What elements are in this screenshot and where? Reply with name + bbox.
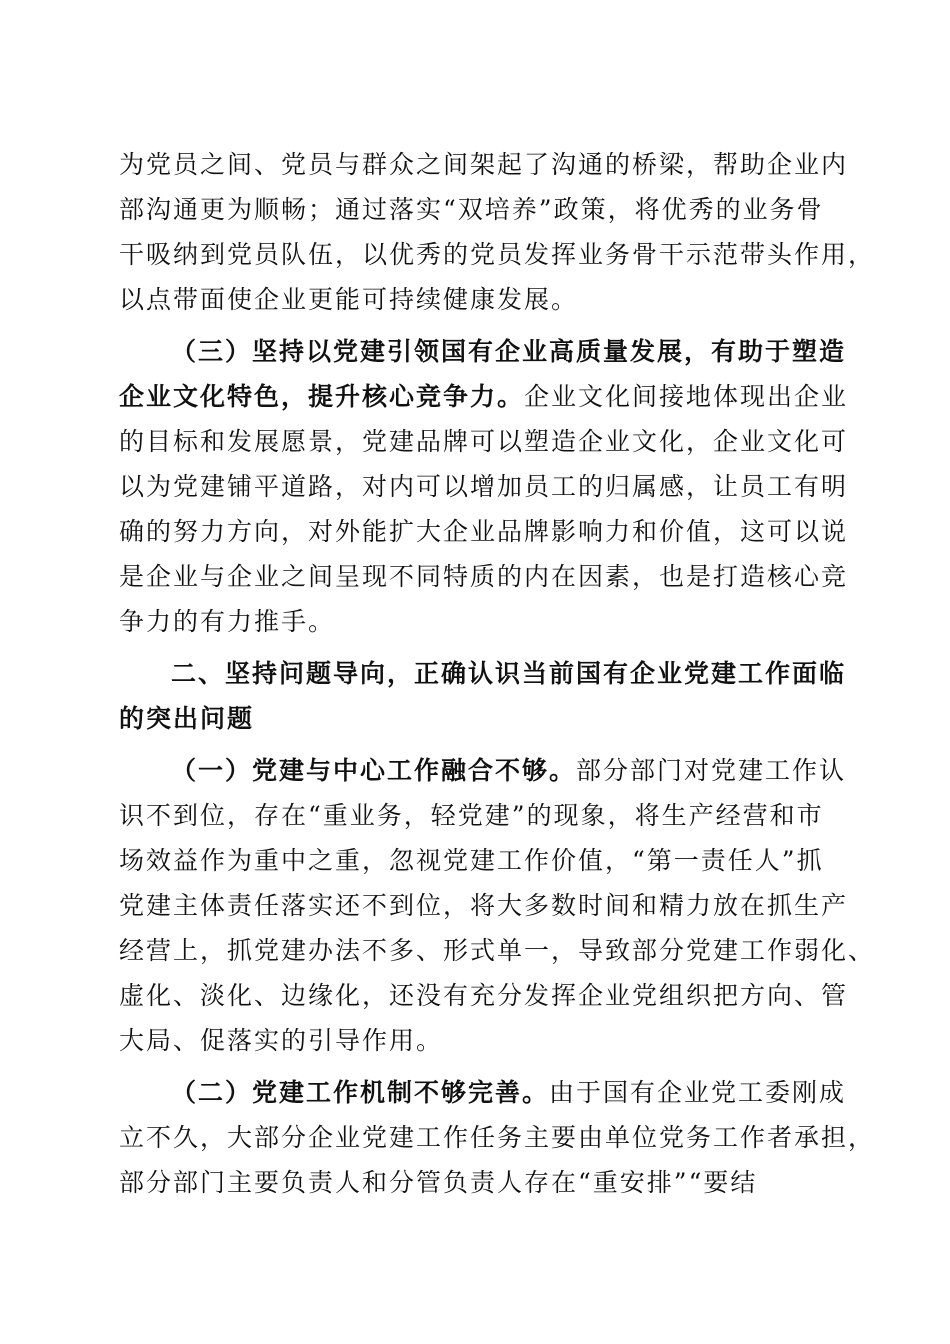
subheading-bold-text: （二）党建工作机制不够完善。 [171,1078,550,1107]
text-line: 党建主体责任落实还不到位，将大多数时间和精力放在抓生产 [119,891,849,920]
paragraph-spacer [119,322,831,329]
text-line: 场效益作为重中之重，忽视党建工作价值，“第一责任人”抓 [119,846,824,875]
text-line [119,374,849,419]
text-line: 为党员之间、党员与群众之间架起了沟通的桥梁，帮助企业内 [119,150,849,179]
subheading-bold-text: 企业文化特色，提升核心竞争力。 [119,382,525,411]
paragraph-spacer [119,741,831,748]
text-line: 经营上，抓党建办法不多、形式单一，导致部分党建工作弱化、 [119,936,876,965]
text-line: 部分部门主要负责人和分管负责人存在“重安排”“要结 [119,1168,758,1197]
text-line: 以为党建铺平道路，对内可以增加员工的归属感，让员工有明 [119,472,849,501]
section-heading-line: 的突出问题 [119,704,255,733]
section-heading [119,651,847,741]
text-line: 立不久，大部分企业党建工作任务主要由单位党务工作者承担， [119,1123,876,1152]
text-line: 是企业与企业之间呈现不同特质的内在因素，也是打造核心竞 [119,562,849,591]
text-line: 争力的有力推手。 [119,607,336,636]
text-line: 确的努力方向，对外能扩大企业品牌影响力和价值，这可以说 [119,517,849,546]
body-text: 部分部门对党建工作认 [576,756,847,785]
paragraph-spacer [119,644,831,651]
text-line: 大局、促落实的引导作用。 [119,1026,444,1055]
body-text: 由于国有企业党工委刚成 [549,1078,847,1107]
subheading-line: （三）坚持以党建引领国有企业高质量发展，有助于塑造 [171,337,847,366]
document-body [119,142,876,1205]
paragraph-spacer [119,1063,831,1070]
text-line: 以点带面使企业更能可持续健康发展。 [119,285,579,314]
paragraph-2 [119,329,849,644]
body-text: 企业文化间接地体现出企业 [524,382,849,411]
text-line: 识不到位，存在“重业务，轻党建”的现象，将生产经营和市 [119,801,824,830]
paragraph-3 [119,748,876,1063]
text-line: 部沟通更为顺畅；通过落实“双培养”政策，将优秀的业务骨 [119,195,824,224]
paragraph-4 [119,1070,876,1205]
text-line: 的目标和发展愿景，党建品牌可以塑造企业文化，企业文化可 [119,427,849,456]
text-line [119,748,847,793]
text-line: 干吸纳到党员队伍，以优秀的党员发挥业务骨干示范带头作用， [119,240,876,269]
section-heading-line: 二、坚持问题导向，正确认识当前国有企业党建工作面临 [171,659,847,688]
subheading-bold-text: （一）党建与中心工作融合不够。 [171,756,577,785]
paragraph-1 [119,142,876,322]
text-line [119,1070,847,1115]
text-line: 虚化、淡化、边缘化，还没有充分发挥企业党组织把方向、管 [119,981,849,1010]
